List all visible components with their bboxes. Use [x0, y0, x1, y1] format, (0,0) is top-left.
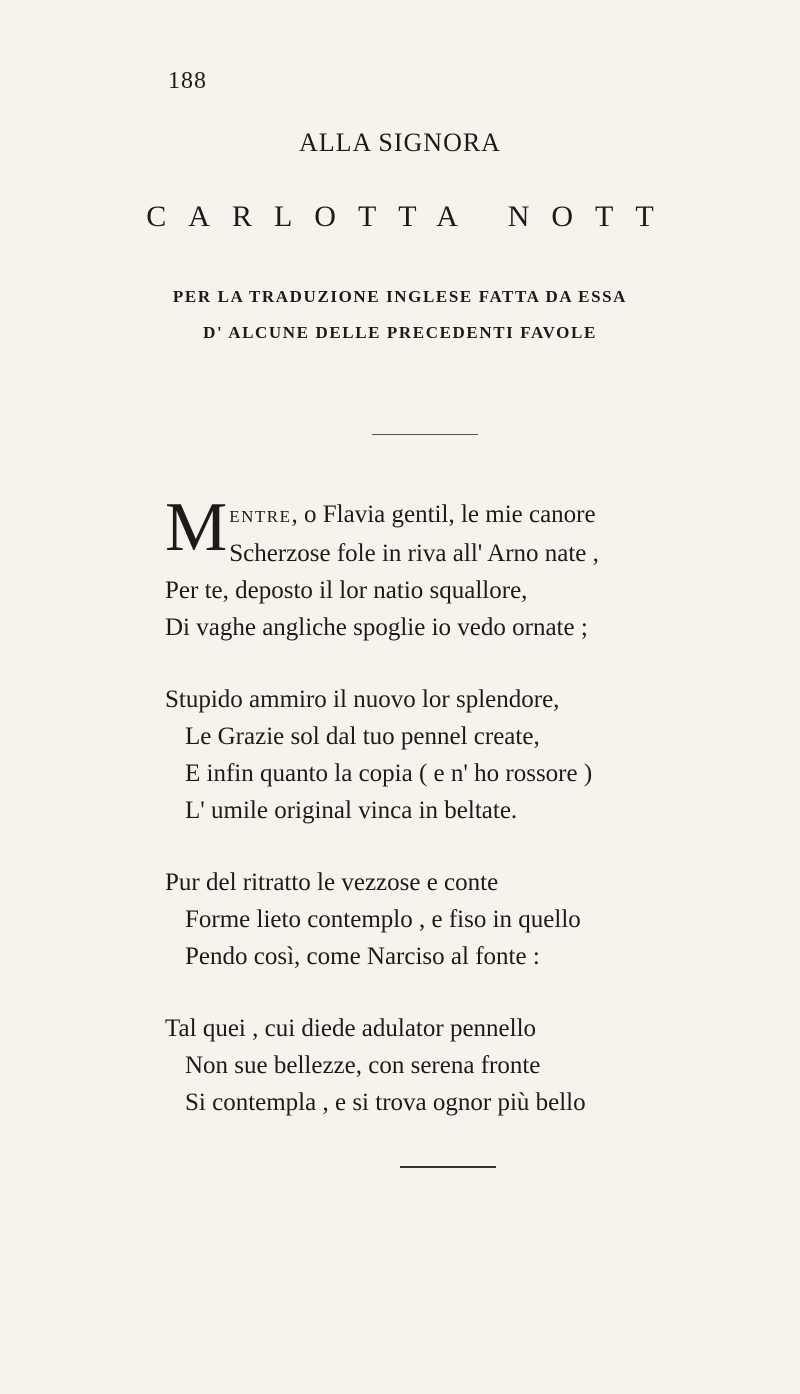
end-divider	[400, 1166, 496, 1168]
section-divider	[372, 434, 478, 435]
stanza-1	[165, 489, 725, 646]
poem-line: Per te, deposto il lor natio squallore,	[165, 577, 528, 604]
poem-line: L' umile original vinca in beltate.	[185, 797, 518, 824]
stanza-2	[165, 681, 725, 829]
sonnet	[165, 489, 725, 1156]
poem-line: Pur del ritratto le vezzose e conte	[165, 869, 499, 896]
poem-line: Di vaghe angliche spoglie io vedo ornate ;	[165, 614, 588, 641]
page-number: 188	[168, 68, 207, 94]
poem-line: Le Grazie sol dal tuo pennel create,	[185, 723, 540, 750]
dedication-heading: ALLA SIGNORA	[299, 128, 501, 157]
stanza-4	[165, 1010, 725, 1121]
poem-line: Tal quei , cui diede adulator pennello	[165, 1015, 537, 1042]
drop-cap: M	[165, 489, 228, 566]
first-word-smallcaps: ENTRE	[229, 507, 292, 526]
stanza-3	[165, 864, 725, 975]
first-line-text: , o Flavia gentil, le mie canore	[291, 501, 596, 528]
poem-line: E infin quanto la copia ( e n' ho rossore )	[185, 760, 593, 787]
poem-line: Non sue bellezze, con serena fronte	[185, 1052, 541, 1079]
poem-line: Scherzose fole in riva all' Arno nate ,	[229, 540, 599, 567]
dedication-subtitle-line-1: PER LA TRADUZIONE INGLESE FATTA DA ESSA	[172, 287, 628, 306]
dedicatee-name: CARLOTTA NOTT	[146, 200, 676, 233]
poem-line: Stupido ammiro il nuovo lor splendore,	[165, 686, 560, 713]
poem-line: Forme lieto contemplo , e fiso in quello	[185, 906, 581, 933]
poem-line: Pendo così, come Narciso al fonte :	[185, 943, 540, 970]
poem-line: Si contempla , e si trova ognor più bello	[185, 1089, 586, 1116]
dedication-subtitle-line-2: D' ALCUNE DELLE PRECEDENTI FAVOLE	[203, 323, 597, 342]
